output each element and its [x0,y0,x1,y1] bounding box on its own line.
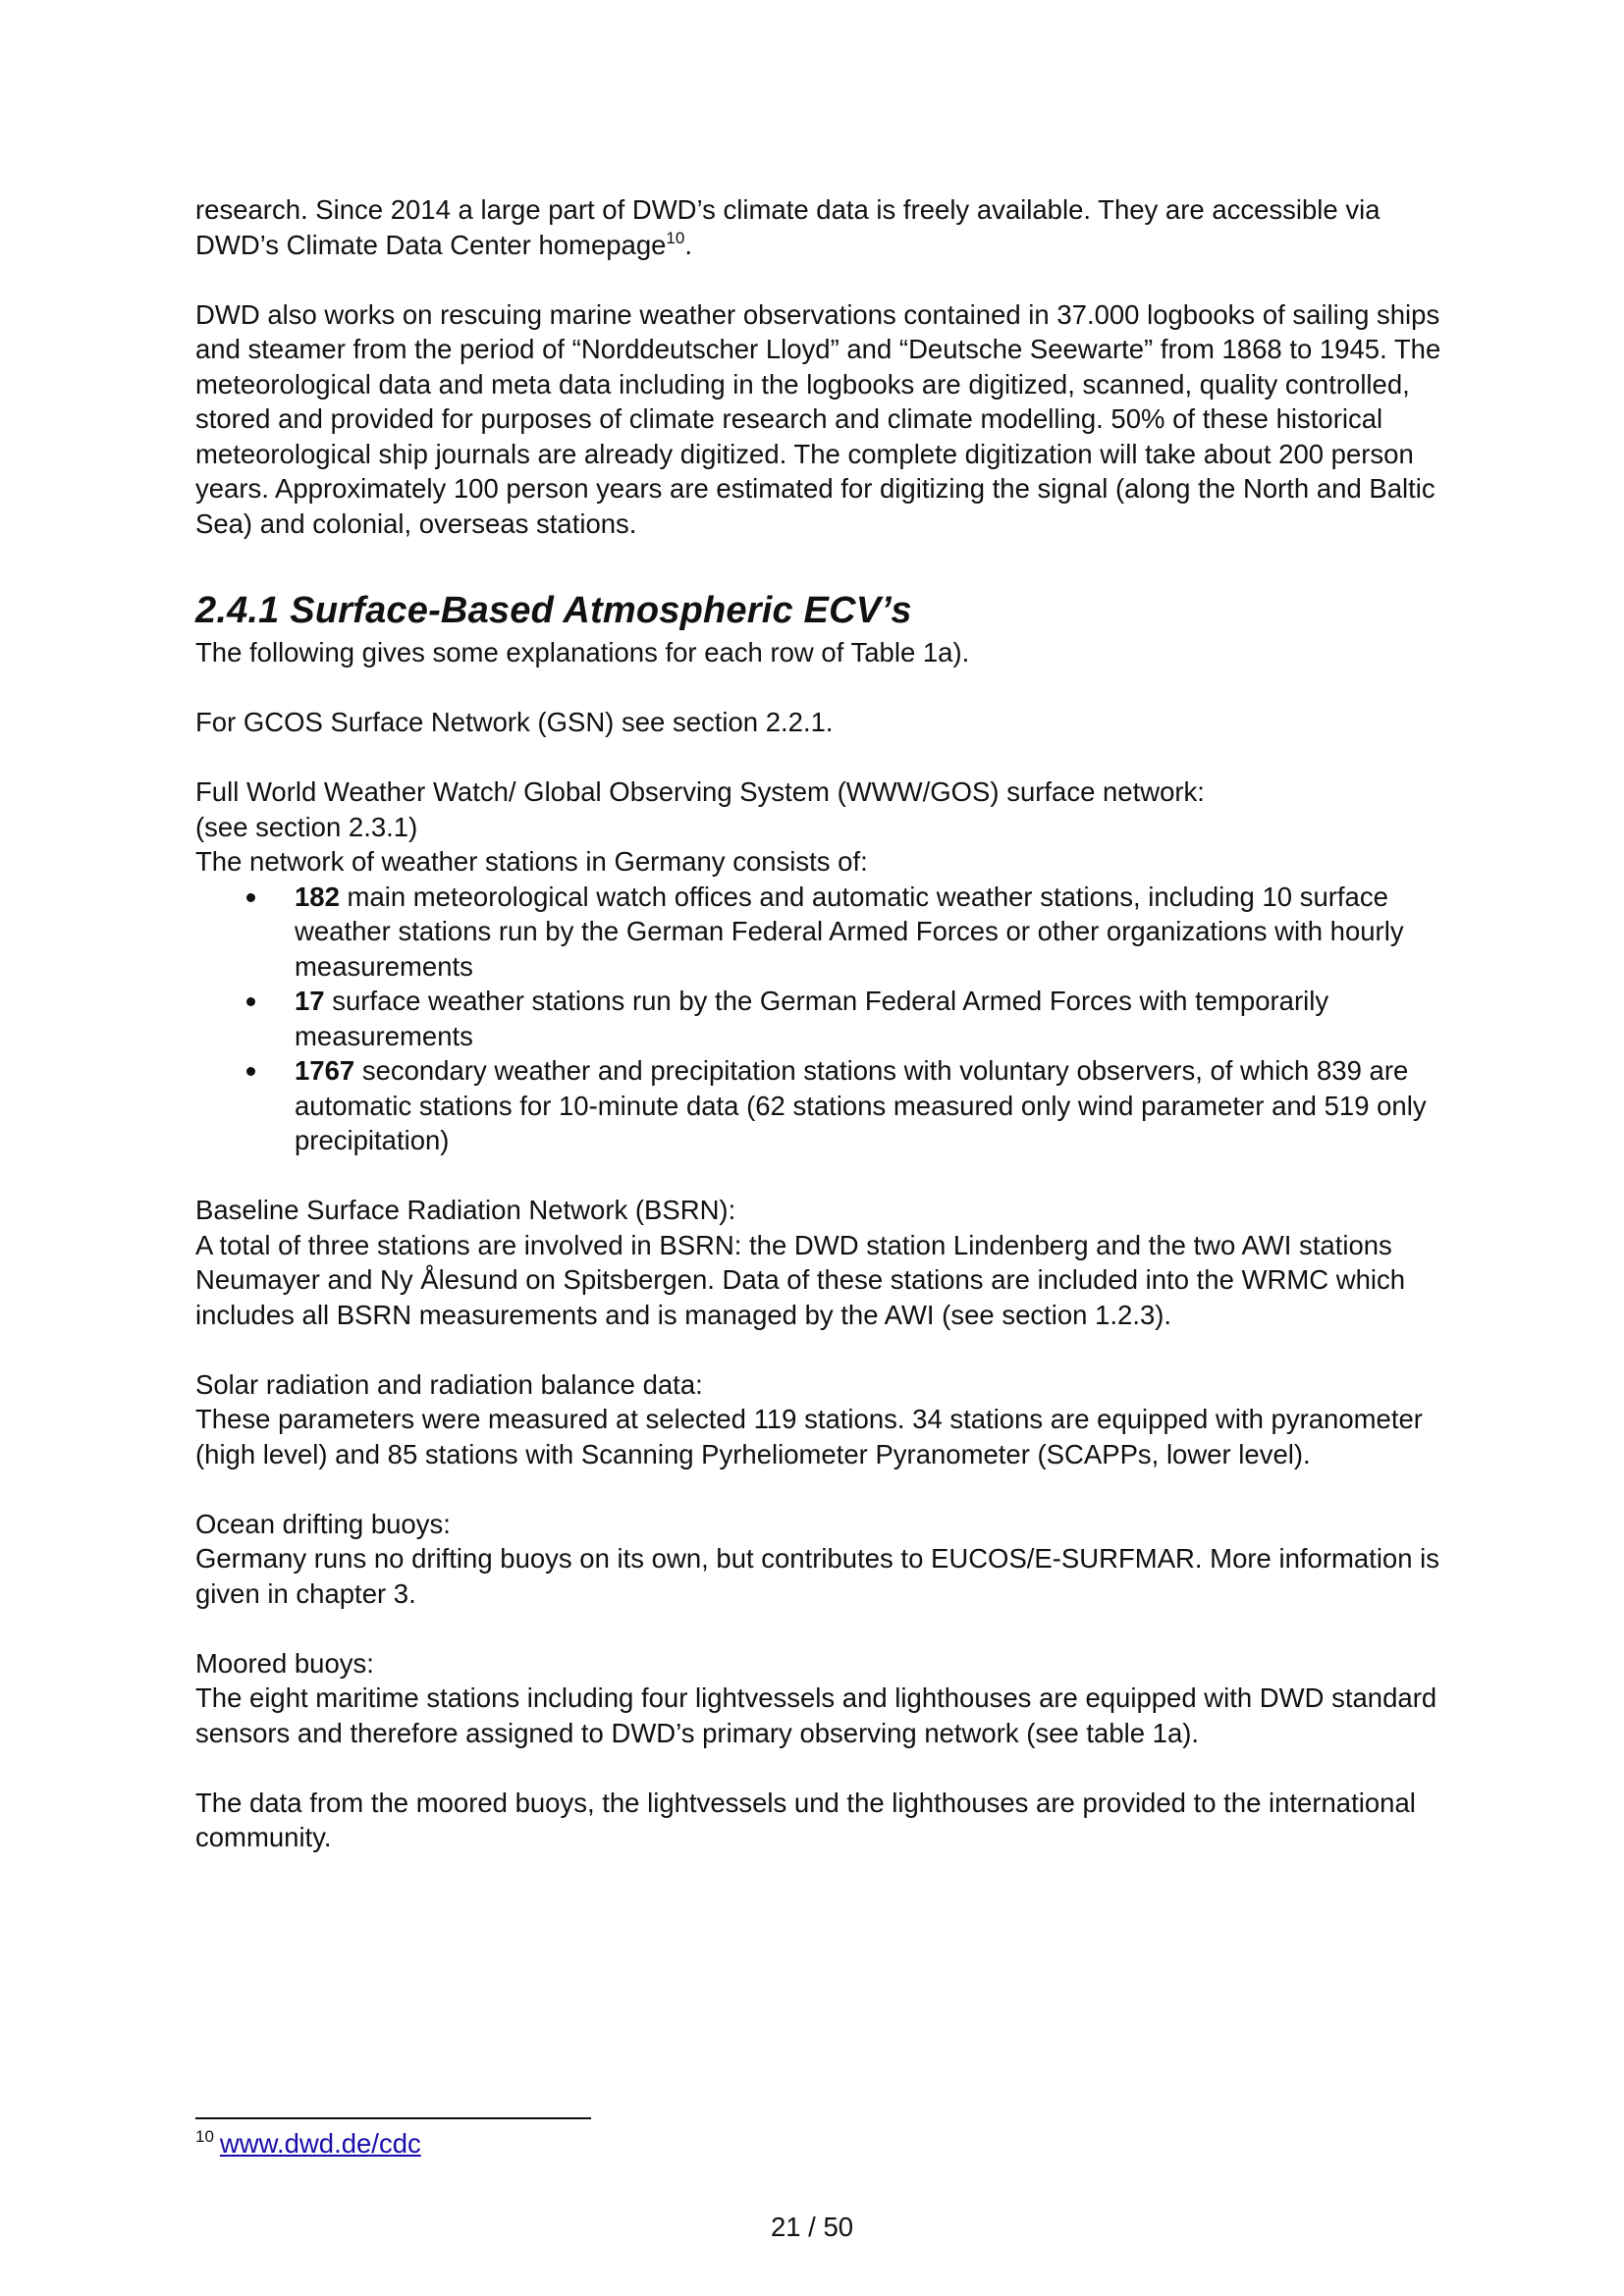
drifting-buoys-title: Ocean drifting buoys: [195,1508,451,1539]
station-count: 17 [295,986,325,1016]
station-count: 182 [295,881,340,912]
section-intro: The following gives some explanations for each row of Table 1a). [195,637,970,667]
gsn-paragraph: For GCOS Surface Network (GSN) see section 2.2.1. [195,707,834,737]
bullet-icon [246,997,255,1006]
footnote-divider [195,2117,591,2119]
footnote-reference[interactable]: 10 [666,228,685,247]
www-gos-title: Full World Weather Watch/ Global Observing System (WWW/GOS) surface network: [195,776,1205,807]
list-item-text: surface weather stations run by the German Federal Armed Forces with temporarily measurements [295,986,1329,1051]
footnote [195,2126,421,2161]
intro-paragraph-1 [195,192,1447,262]
station-list [195,880,1447,1158]
moored-buoys-title: Moored buoys: [195,1647,374,1679]
intro-paragraph-2: DWD also works on rescuing marine weather observations contained in 37.000 logbooks of sailing ships and steamer from the period of “Norddeutscher Lloyd” and “Deutsche Seewarte” from 1868 to 1945. The meteorological data and meta data including in the logbooks are digitized, scanned, quality controlled, stored and provided for purposes of climate research and climate modelling. 50% of these historical meteorological ship journals are already digitized. The complete digitization will take about 200 person years. Approximately 100 person years are estimated for digitizing the signal (along the North and Baltic Sea) and colonial, overseas stations. [195,298,1441,539]
bullet-icon [246,1067,255,1076]
list-item-text: main meteorological watch offices and automatic weather stations, including 10 surface weather stations run by the German Federal Armed Forces or other organizations with hourly measurements [295,881,1404,982]
list-item [195,880,1447,985]
bullet-icon [246,893,255,902]
list-item-text: secondary weather and precipitation stations with voluntary observers, of which 839 are automatic stations for 10-minute data (62 stations measured only wind parameter and 519 only precipitation) [295,1055,1427,1155]
network-intro: The network of weather stations in Germany consists of: [195,846,868,877]
closing-paragraph: The data from the moored buoys, the lightvessels und the lighthouses are provided to the international community. [195,1787,1416,1852]
station-count: 1767 [295,1055,355,1086]
page-number: 21 / 50 [770,2212,854,2242]
footnote-link[interactable]: www.dwd.de/cdc [219,2128,421,2159]
intro-paragraph-1-end: . [684,229,692,260]
list-item [195,984,1447,1053]
bsrn-paragraph: A total of three stations are involved in BSRN: the DWD station Lindenberg and the two AWI stations Neumayer and Ny Ålesund on Spitsbergen. Data of these stations are included into the WRMC which includes all BSRN measurements and is managed by the AWI (see section 1.2.3). [195,1229,1406,1330]
intro-paragraph-1-text: research. Since 2014 a large part of DWD’s climate data is freely available. They are accessible via DWD’s Climate Data Center homepage [195,194,1380,260]
www-gos-reference: (see section 2.3.1) [195,811,418,842]
bsrn-title: Baseline Surface Radiation Network (BSRN): [195,1195,736,1225]
page-body [195,192,1447,1855]
section-heading: 2.4.1 Surface-Based Atmospheric ECV’s [195,590,912,631]
list-item [195,1053,1447,1158]
drifting-buoys-paragraph: Germany runs no drifting buoys on its own, but contributes to EUCOS/E-SURFMAR. More information is given in chapter 3. [195,1543,1440,1609]
footnote-number: 10 [195,2127,214,2146]
solar-paragraph: These parameters were measured at selected 119 stations. 34 stations are equipped with pyranometer (high level) and 85 stations with Scanning Pyrheliometer Pyranometer (SCAPPs, lower level). [195,1404,1423,1469]
solar-title: Solar radiation and radiation balance data: [195,1368,703,1400]
moored-buoys-paragraph: The eight maritime stations including four lightvessels and lighthouses are equipped with DWD standard sensors and therefore assigned to DWD’s primary observing network (see table 1a). [195,1682,1437,1748]
